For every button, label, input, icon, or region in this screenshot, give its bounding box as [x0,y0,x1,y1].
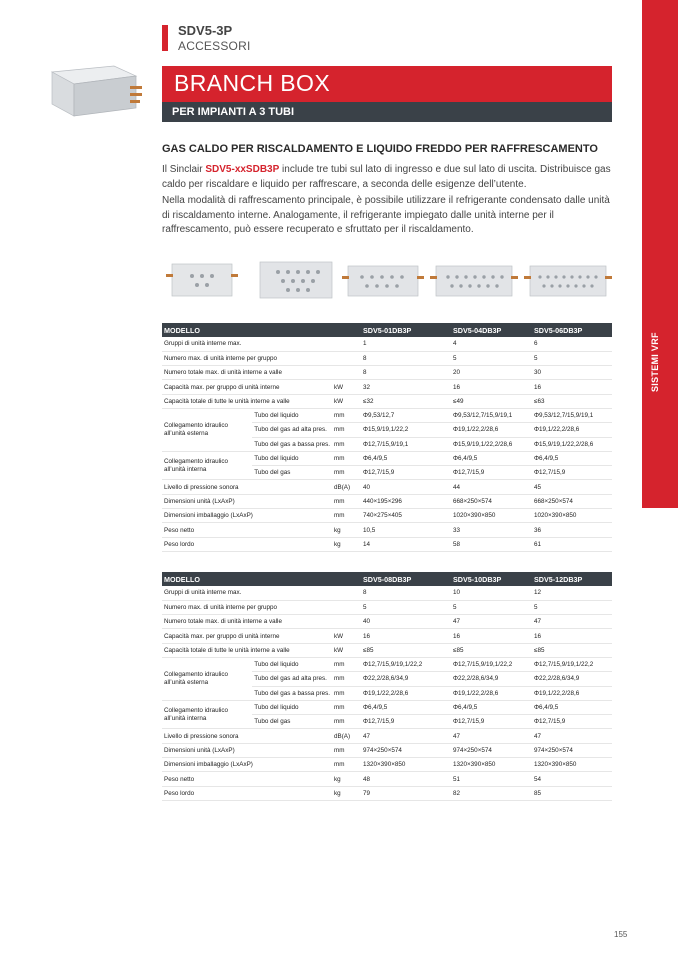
row-label: Peso lordo [162,537,332,551]
cell: 5 [451,351,532,365]
cell: 79 [361,786,451,800]
cell: 740×275×405 [361,509,451,523]
table-row [162,615,612,629]
header-unit [332,323,361,337]
row-label: Capacità max. per gruppo di unità interne [162,629,332,643]
cell: ≤49 [451,394,532,408]
row-label: Tubo del liquido [252,700,332,714]
detail-paragraph: Nella modalità di raffrescamento principale, è possibile utilizzare il refrigerante condensato dalle unità di riscaldamento interne. Analogamente, il refrigerante impiegato dalle unità interne per il raffrescamento, può essere recuperato e sfruttato per il riscaldamento. [162,195,610,235]
cell: 440×195×296 [361,494,451,508]
cell: ≤85 [532,643,612,657]
row-label: Dimensioni imballaggio (LxAxP) [162,509,332,523]
table-row [162,451,612,465]
cell: Φ6,4/9,5 [361,451,451,465]
row-unit [332,600,361,614]
table-header-row [162,323,612,337]
row-unit: mm [332,743,361,757]
row-label: Capacità totale di tutte le unità interne a valle [162,643,332,657]
section-title: GAS CALDO PER RISCALDAMENTO E LIQUIDO FREDDO PER RAFFRESCAMENTO [162,143,598,155]
cell: Φ15,9/19,1/22,2/28,6 [532,437,612,451]
cell: Φ22,2/28,6/34,9 [532,672,612,686]
row-unit: dB(A) [332,729,361,743]
subtitle-banner [162,102,612,122]
cell: Φ6,4/9,5 [532,700,612,714]
cell: Φ9,53/12,7 [361,408,451,422]
cell: Φ12,7/15,9/19,1/22,2 [451,657,532,671]
row-label: Peso lordo [162,786,332,800]
model-highlight: SDV5-xxSDB3P [205,164,280,175]
row-label: Peso netto [162,523,332,537]
header-model-1: SDV5-08DB3P [361,572,451,586]
table-row [162,586,612,600]
product-photo-3 [342,260,424,300]
cell: 30 [532,366,612,380]
row-label: Dimensioni unità (LxAxP) [162,494,332,508]
cell: Φ12,7/15,9/19,1 [361,437,451,451]
row-unit: mm [332,437,361,451]
row-label: Tubo del gas ad alta pres. [252,423,332,437]
group-label: Collegamento idraulico all’unità esterna [162,657,252,700]
row-unit: kg [332,523,361,537]
cell: Φ6,4/9,5 [361,700,451,714]
cell: Φ22,2/28,6/34,9 [361,672,451,686]
cell: 33 [451,523,532,537]
cell: Φ12,7/15,9 [361,715,451,729]
title-banner [162,66,612,102]
row-unit: mm [332,758,361,772]
table-row [162,643,612,657]
cell: 1 [361,337,451,351]
product-photo-2 [256,260,336,300]
table-row [162,523,612,537]
row-label: Numero max. di unità interne per gruppo [162,600,332,614]
cell: 5 [451,600,532,614]
row-unit: mm [332,509,361,523]
row-unit: mm [332,672,361,686]
row-unit: mm [332,700,361,714]
row-unit: kW [332,380,361,394]
table-row [162,700,612,714]
product-photo-5 [524,260,612,300]
row-unit: dB(A) [332,480,361,494]
page-subtitle: PER IMPIANTI A 3 TUBI [172,106,295,118]
table-row [162,337,612,351]
table-header-row [162,572,612,586]
table-row [162,509,612,523]
intro-post: include tre tubi sul lato di ingresso e due sul lato di uscita. Distribuisce gas caldo per riscaldare e liquido per raffrescare, a seconda delle esigenze dell’utente. [162,164,611,190]
table-row [162,351,612,365]
cell: 47 [532,615,612,629]
header-modello: MODELLO [162,572,332,586]
row-unit: kW [332,629,361,643]
cell: 14 [361,537,451,551]
table-row [162,394,612,408]
row-label: Capacità max. per gruppo di unità interne [162,380,332,394]
row-unit: mm [332,657,361,671]
cell: Φ6,4/9,5 [451,451,532,465]
row-label: Capacità totale di tutte le unità interne a valle [162,394,332,408]
cell: 974×250×574 [532,743,612,757]
cell: Φ12,7/15,9 [532,715,612,729]
spec-table-1 [162,323,612,552]
cell: 47 [451,615,532,629]
row-label: Numero totale max. di unità interne a valle [162,615,332,629]
category-label: ACCESSORI [178,39,251,53]
table-row [162,743,612,757]
row-unit: mm [332,408,361,422]
cell: 1320×390×850 [451,758,532,772]
cell: Φ12,7/15,9/19,1/22,2 [532,657,612,671]
cell: 16 [532,380,612,394]
cell: Φ19,1/22,2/28,6 [532,686,612,700]
cell: 974×250×574 [451,743,532,757]
cell: 82 [451,786,532,800]
cell: 10 [451,586,532,600]
table-row [162,657,612,671]
side-section-tab [642,0,678,508]
row-label: Livello di pressione sonora [162,729,332,743]
row-label: Tubo del liquido [252,657,332,671]
row-unit: mm [332,715,361,729]
table-row [162,772,612,786]
row-label: Tubo del gas ad alta pres. [252,672,332,686]
cell: 40 [361,615,451,629]
cell: Φ6,4/9,5 [532,451,612,465]
cell: 40 [361,480,451,494]
row-unit: mm [332,423,361,437]
table-row [162,380,612,394]
row-unit: kW [332,643,361,657]
header-model-3: SDV5-06DB3P [532,323,612,337]
row-unit [332,586,361,600]
page-number: 155 [614,930,628,939]
row-label: Tubo del gas a bassa pres. [252,686,332,700]
cell: Φ12,7/15,9 [361,466,451,480]
side-tab-label: SISTEMI VRF [650,332,660,392]
row-label: Numero max. di unità interne per gruppo [162,351,332,365]
row-unit: mm [332,451,361,465]
row-label: Numero totale max. di unità interne a valle [162,366,332,380]
cell: 4 [451,337,532,351]
cell: 51 [451,772,532,786]
row-label: Gruppi di unità interne max. [162,586,332,600]
cell: 47 [532,729,612,743]
cell: 5 [361,600,451,614]
header-modello: MODELLO [162,323,332,337]
cell: 47 [451,729,532,743]
cell: 8 [361,586,451,600]
cell: 1320×390×850 [361,758,451,772]
table-row [162,494,612,508]
cell: 48 [361,772,451,786]
product-code: SDV5-3P [178,23,233,38]
row-unit: kg [332,772,361,786]
product-photo-4 [430,260,518,300]
table-row [162,600,612,614]
row-label: Dimensioni unità (LxAxP) [162,743,332,757]
row-unit: mm [332,686,361,700]
cell: 5 [532,351,612,365]
row-label: Tubo del liquido [252,451,332,465]
table-row [162,408,612,422]
row-unit [332,615,361,629]
row-label: Peso netto [162,772,332,786]
group-label: Collegamento idraulico all’unità interna [162,451,252,480]
cell: 45 [532,480,612,494]
cell: Φ12,7/15,9/19,1/22,2 [361,657,451,671]
cell: ≤32 [361,394,451,408]
cell: 974×250×574 [361,743,451,757]
cell: 36 [532,523,612,537]
cell: Φ19,1/22,2/28,6 [361,686,451,700]
cell: ≤85 [451,643,532,657]
table-row [162,758,612,772]
cell: 8 [361,366,451,380]
cell: ≤63 [532,394,612,408]
row-unit: kW [332,394,361,408]
row-unit: kg [332,786,361,800]
cell: 16 [451,629,532,643]
group-label: Collegamento idraulico all’unità interna [162,700,252,729]
cell: Φ9,53/12,7/15,9/19,1 [451,408,532,422]
branch-box-photo [44,62,144,118]
cell: Φ15,9/19,1/22,2/28,6 [451,437,532,451]
page-title: BRANCH BOX [174,70,331,96]
table-row [162,729,612,743]
table-row [162,537,612,551]
cell: Φ12,7/15,9 [451,715,532,729]
cell: 668×250×574 [532,494,612,508]
spec-table-2 [162,572,612,801]
row-unit [332,337,361,351]
cell: Φ19,1/22,2/28,6 [532,423,612,437]
cell: Φ15,9/19,1/22,2 [361,423,451,437]
row-label: Tubo del gas [252,715,332,729]
cell: Φ12,7/15,9 [451,466,532,480]
cell: 61 [532,537,612,551]
cell: Φ12,7/15,9 [532,466,612,480]
row-unit: kg [332,537,361,551]
cell: 1020×390×850 [532,509,612,523]
row-unit [332,366,361,380]
intro-pre: Il Sinclair [162,164,206,175]
cell: Φ22,2/28,6/34,9 [451,672,532,686]
row-unit: mm [332,494,361,508]
cell: 8 [361,351,451,365]
table-row [162,786,612,800]
table-row [162,366,612,380]
table-row [162,480,612,494]
header-model-2: SDV5-04DB3P [451,323,532,337]
cell: 44 [451,480,532,494]
cell: 16 [361,629,451,643]
header-model-2: SDV5-10DB3P [451,572,532,586]
accent-bar [162,25,168,51]
row-label: Tubo del gas [252,466,332,480]
cell: Φ19,1/22,2/28,6 [451,686,532,700]
cell: 20 [451,366,532,380]
row-unit [332,351,361,365]
header-unit [332,572,361,586]
cell: 32 [361,380,451,394]
cell: Φ9,53/12,7/15,9/19,1 [532,408,612,422]
header-model-3: SDV5-12DB3P [532,572,612,586]
cell: 16 [532,629,612,643]
row-label: Tubo del gas a bassa pres. [252,437,332,451]
row-unit: mm [332,466,361,480]
row-label: Gruppi di unità interne max. [162,337,332,351]
cell: 54 [532,772,612,786]
row-label: Livello di pressione sonora [162,480,332,494]
cell: 5 [532,600,612,614]
cell: 6 [532,337,612,351]
cell: 10,5 [361,523,451,537]
cell: 16 [451,380,532,394]
row-label: Dimensioni imballaggio (LxAxP) [162,758,332,772]
cell: 47 [361,729,451,743]
cell: 85 [532,786,612,800]
cell: 1020×390×850 [451,509,532,523]
cell: 1320×390×850 [532,758,612,772]
table-row [162,629,612,643]
row-label: Tubo del liquido [252,408,332,422]
cell: Φ6,4/9,5 [451,700,532,714]
header-model-1: SDV5-01DB3P [361,323,451,337]
cell: 58 [451,537,532,551]
cell: ≤85 [361,643,451,657]
group-label: Collegamento idraulico all’unità esterna [162,408,252,451]
cell: 12 [532,586,612,600]
cell: Φ19,1/22,2/28,6 [451,423,532,437]
product-photo-1 [166,260,238,300]
intro-paragraph [162,163,612,192]
cell: 668×250×574 [451,494,532,508]
